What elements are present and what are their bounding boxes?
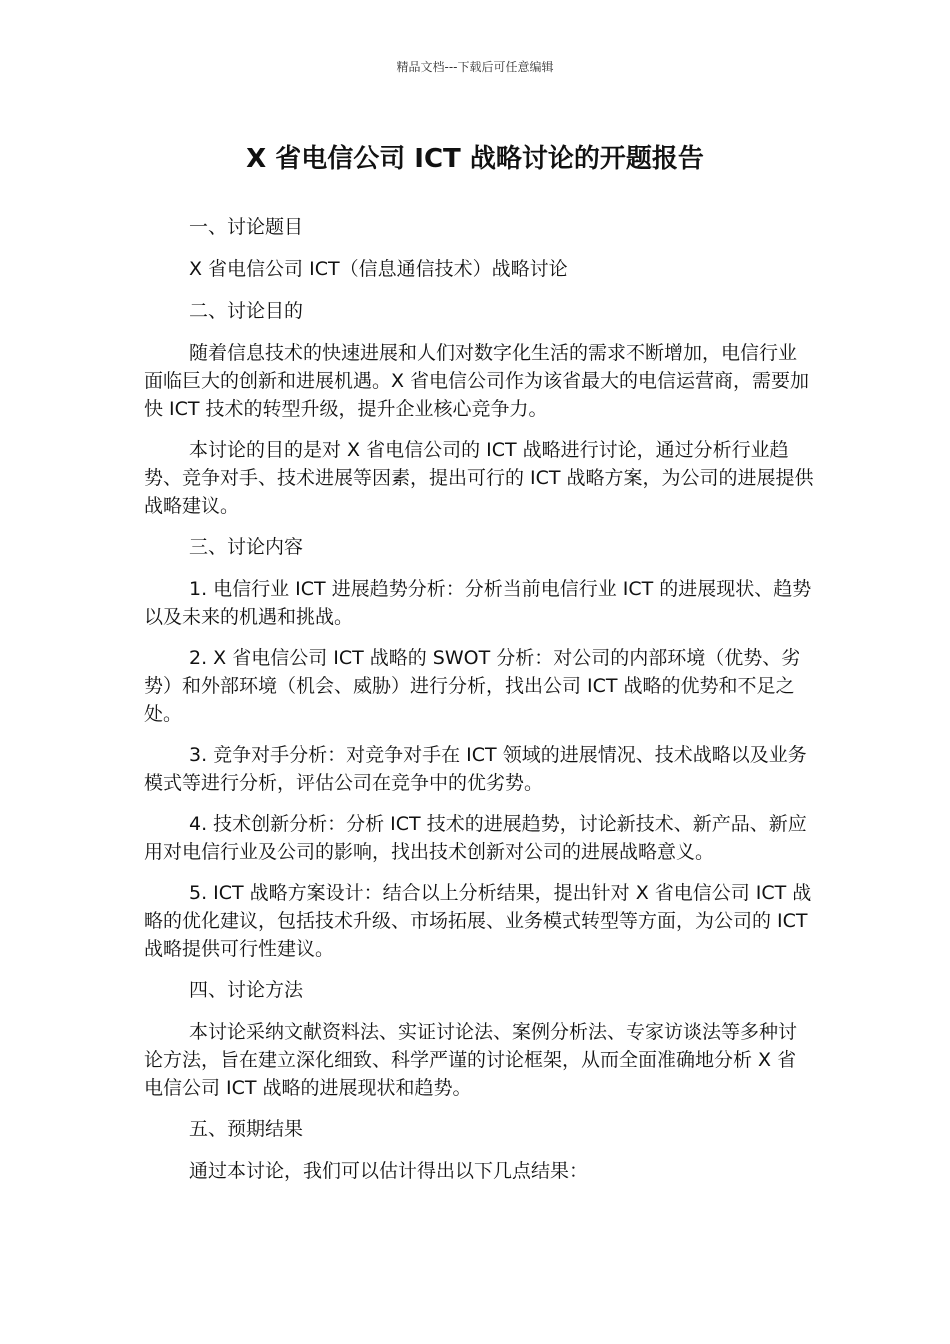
list-item: [144, 575, 814, 631]
header-note: 精品文档---下载后可任意编辑: [396, 60, 554, 74]
list-item-text: 竞争对手分析：对竞争对手在 ICT 领域的进展情况、技术战略以及业务模式等进行分析，评估公司在竞争中的优劣势。: [144, 744, 807, 794]
list-item-number: 5.: [189, 882, 208, 904]
list-item-number: 3.: [189, 744, 208, 766]
list-item: [144, 644, 814, 728]
section-2-paragraph-1: 随着信息技术的快速进展和人们对数字化生活的需求不断增加，电信行业面临巨大的创新和进展机遇。X 省电信公司作为该省最大的电信运营商，需要加快 ICT 技术的转型升级，提升企业核心竞争力。: [144, 342, 810, 420]
section-4-heading: 四、讨论方法: [189, 979, 304, 1001]
section-2-heading: 二、讨论目的: [189, 300, 304, 322]
list-item-number: 1.: [189, 578, 208, 600]
section-3-heading: 三、讨论内容: [189, 536, 304, 558]
list-item: [144, 741, 814, 797]
list-item: [144, 810, 814, 866]
section-2-paragraph-2: 本讨论的目的是对 X 省电信公司的 ICT 战略进行讨论，通过分析行业趋势、竞争对手、技术进展等因素，提出可行的 ICT 战略方案，为公司的进展提供战略建议。: [144, 439, 814, 517]
section-5-paragraph-1: 通过本讨论，我们可以估计得出以下几点结果：: [189, 1160, 589, 1182]
list-item: [144, 879, 814, 963]
list-item-text: X 省电信公司 ICT 战略的 SWOT 分析：对公司的内部环境（优势、劣势）和外部环境（机会、威胁）进行分析，找出公司 ICT 战略的优势和不足之处。: [144, 647, 801, 725]
list-item-number: 4.: [189, 813, 208, 835]
document-body: [144, 213, 814, 1199]
section-4-paragraph-1: 本讨论采纳文献资料法、实证讨论法、案例分析法、专家访谈法等多种讨论方法，旨在建立深化细致、科学严谨的讨论框架，从而全面准确地分析 X 省电信公司 ICT 战略的进展现状和趋势。: [144, 1021, 798, 1099]
list-item-text: 电信行业 ICT 进展趋势分析：分析当前电信行业 ICT 的进展现状、趋势以及未来的机遇和挑战。: [144, 578, 812, 628]
section-1-text: X 省电信公司 ICT（信息通信技术）战略讨论: [189, 258, 568, 280]
section-1-heading: 一、讨论题目: [189, 216, 304, 238]
list-item-number: 2.: [189, 647, 208, 669]
section-5-heading: 五、预期结果: [189, 1118, 304, 1140]
list-item-text: 技术创新分析：分析 ICT 技术的进展趋势，讨论新技术、新产品、新应用对电信行业及公司的影响，找出技术创新对公司的进展战略意义。: [144, 813, 807, 863]
list-item-text: ICT 战略方案设计：结合以上分析结果，提出针对 X 省电信公司 ICT 战略的优化建议，包括技术升级、市场拓展、业务模式转型等方面，为公司的 ICT 战略提供可行性建议。: [144, 882, 812, 960]
document-title: X 省电信公司 ICT 战略讨论的开题报告: [246, 144, 704, 174]
